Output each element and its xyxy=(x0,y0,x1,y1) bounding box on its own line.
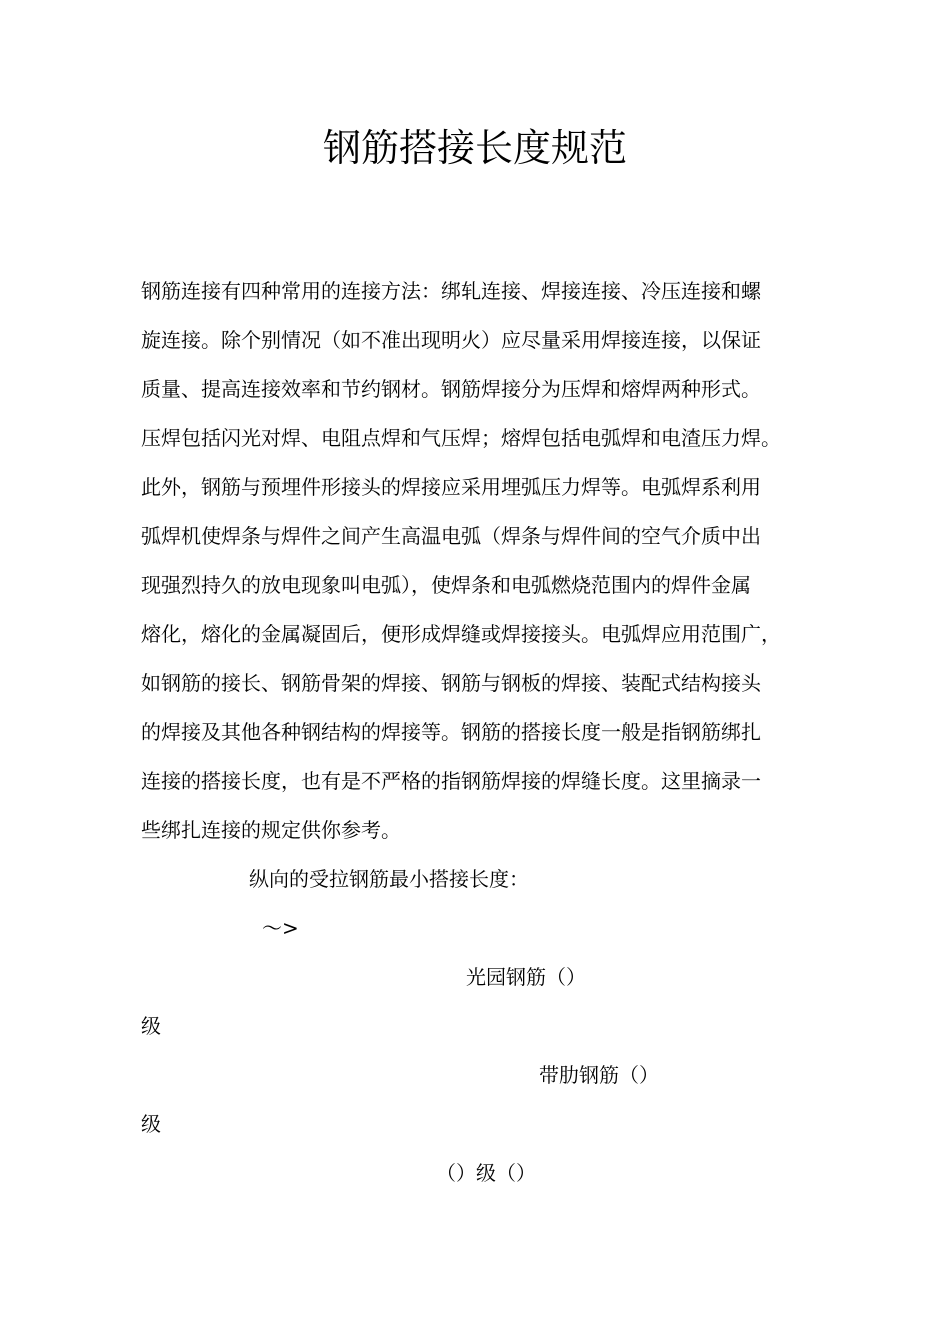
paragraph-line-5: 此外，钢筋与预埋件形接头的焊接应采用埋弧压力焊等。电弧焊系利用 xyxy=(141,475,761,499)
paragraph-line-7: 现强烈持久的放电现象叫电弧），使焊条和电弧燃烧范围内的焊件金属 xyxy=(141,573,751,597)
paragraph-line-8: 熔化，熔化的金属凝固后，便形成焊缝或焊接接头。电弧焊应用范围广， xyxy=(141,622,781,646)
tilde-mark: ～> xyxy=(262,916,299,940)
paragraph-line-4: 压焊包括闪光对焊、电阻点焊和气压焊；熔焊包括电弧焊和电渣压力焊。 xyxy=(141,426,781,450)
paragraph-line-1: 钢筋连接有四种常用的连接方法：绑轧连接、焊接连接、冷压连接和螺 xyxy=(141,279,761,303)
paragraph-line-9: 如钢筋的接长、钢筋骨架的焊接、钢筋与钢板的焊接、装配式结构接头 xyxy=(141,671,761,695)
ribbed-bar-label: 带肋钢筋（） xyxy=(539,1063,659,1087)
paragraph-line-10: 的焊接及其他各种钢结构的焊接等。钢筋的搭接长度一般是指钢筋绑扎 xyxy=(141,720,761,744)
tension-splice-heading: 纵向的受拉钢筋最小搭接长度： xyxy=(249,867,529,891)
paragraph-line-6: 弧焊机使焊条与焊件之间产生高温电弧（焊条与焊件间的空气介质中出 xyxy=(141,524,761,548)
paragraph-line-11: 连接的搭接长度，也有是不严格的指钢筋焊接的焊缝长度。这里摘录一 xyxy=(141,769,761,793)
grade-label-1: 级 xyxy=(141,1014,161,1038)
grade-paren-label: （）级（） xyxy=(436,1161,536,1185)
paragraph-line-12: 些绑扎连接的规定供你参考。 xyxy=(141,818,401,842)
paragraph-line-2: 旋连接。除个别情况（如不准出现明火）应尽量采用焊接连接，以保证 xyxy=(141,328,761,352)
paragraph-line-3: 质量、提高连接效率和节约钢材。钢筋焊接分为压焊和熔焊两种形式。 xyxy=(141,377,761,401)
grade-label-2: 级 xyxy=(141,1112,161,1136)
document-title: 钢筋搭接长度规范 xyxy=(322,126,627,170)
round-bar-label: 光园钢筋（） xyxy=(466,965,586,989)
